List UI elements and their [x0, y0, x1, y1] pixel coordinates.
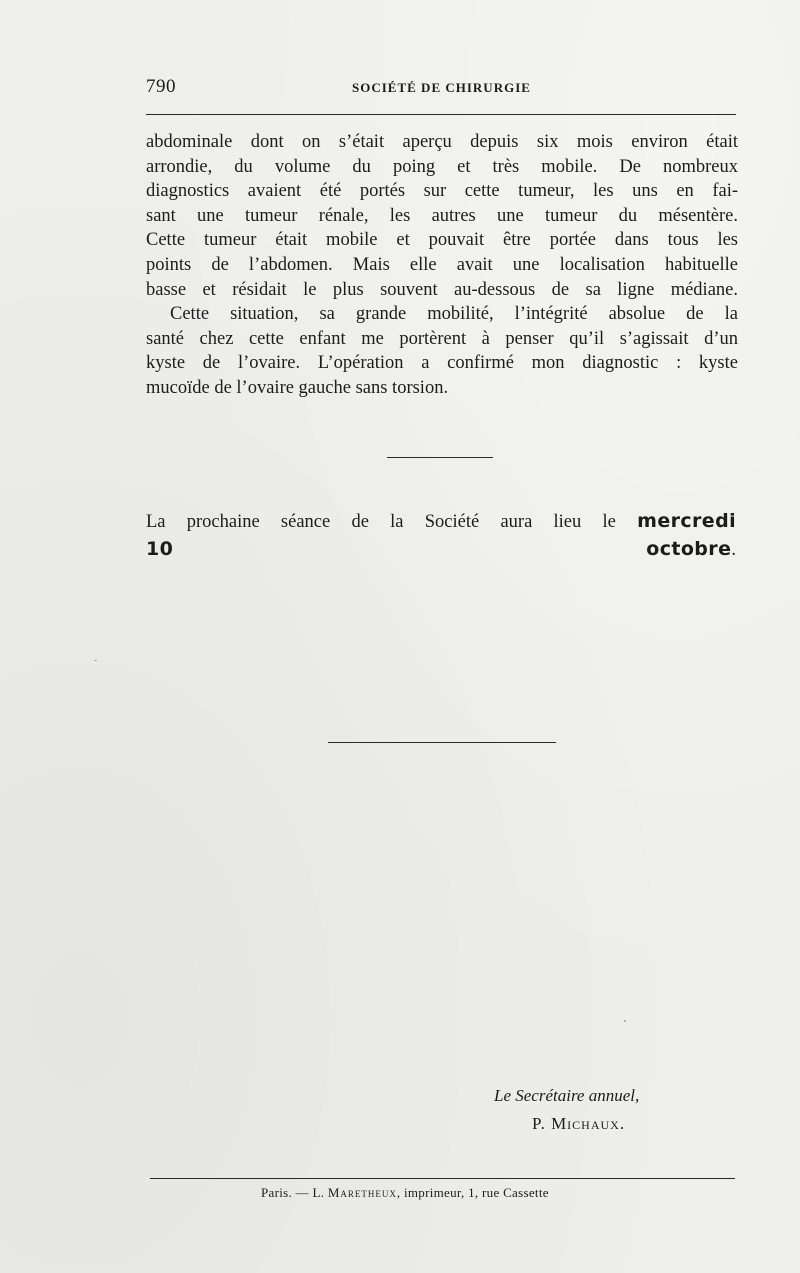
- body-line: abdominale dont on s’était aperçu depuis six mois environ était: [146, 132, 738, 152]
- signatory-title: Le Secrétaire annuel,: [494, 1086, 640, 1105]
- notice-line: [146, 536, 736, 564]
- page-number: 790: [146, 76, 176, 97]
- notice-line: [146, 508, 736, 536]
- paper-speck: [624, 1020, 626, 1022]
- notice-period: .: [731, 540, 736, 560]
- body-line: arrondie, du volume du poing et très mobile. De nombreux: [146, 156, 738, 177]
- section-divider: [387, 457, 493, 458]
- body-line: sant une tumeur rénale, les autres une tumeur du mésentère.: [146, 205, 738, 226]
- notice-date: 10 octobre: [146, 538, 732, 560]
- signatory-name: P. Michaux.: [532, 1114, 626, 1133]
- imprint-printer: Maretheux: [327, 1185, 397, 1200]
- next-session-notice: [146, 508, 736, 564]
- notice-text: La prochaine séance de la Société aura lieu le: [146, 512, 616, 532]
- signature-block: [494, 1082, 639, 1138]
- body-paragraphs: [146, 130, 738, 401]
- printer-imprint: [261, 1185, 549, 1201]
- body-line: mucoïde de l’ovaire gauche sans torsion.: [146, 377, 449, 398]
- body-line: points de l’abdomen. Mais elle avait une localisation habituelle: [146, 254, 738, 275]
- journal-title: SOCIÉTÉ DE CHIRURGIE: [352, 80, 531, 95]
- body-line: santé chez cette enfant me portèrent à penser qu’il s’agissait d’un: [146, 328, 738, 349]
- imprint-suffix: , imprimeur, 1, rue Cassette: [396, 1185, 549, 1200]
- body-line: basse et résidait le plus souvent au-dessous de sa ligne médiane.: [146, 279, 738, 300]
- running-head: [146, 76, 736, 102]
- header-divider: [146, 114, 736, 115]
- footer-divider: [150, 1178, 735, 1179]
- body-line: Cette tumeur était mobile et pouvait être portée dans tous les: [146, 230, 738, 251]
- imprint-prefix: Paris. — L.: [261, 1185, 325, 1200]
- paper-speck: [94, 660, 97, 661]
- notice-weekday: mercredi: [637, 510, 737, 532]
- closing-divider: [328, 742, 556, 743]
- body-line: Cette situation, sa grande mobilité, l’intégrité absolue de la: [170, 304, 738, 325]
- body-line: kyste de l’ovaire. L’opération a confirmé mon diagnostic : kyste: [146, 353, 738, 374]
- body-line: diagnostics avaient été portés sur cette tumeur, les uns en fai-: [146, 181, 738, 202]
